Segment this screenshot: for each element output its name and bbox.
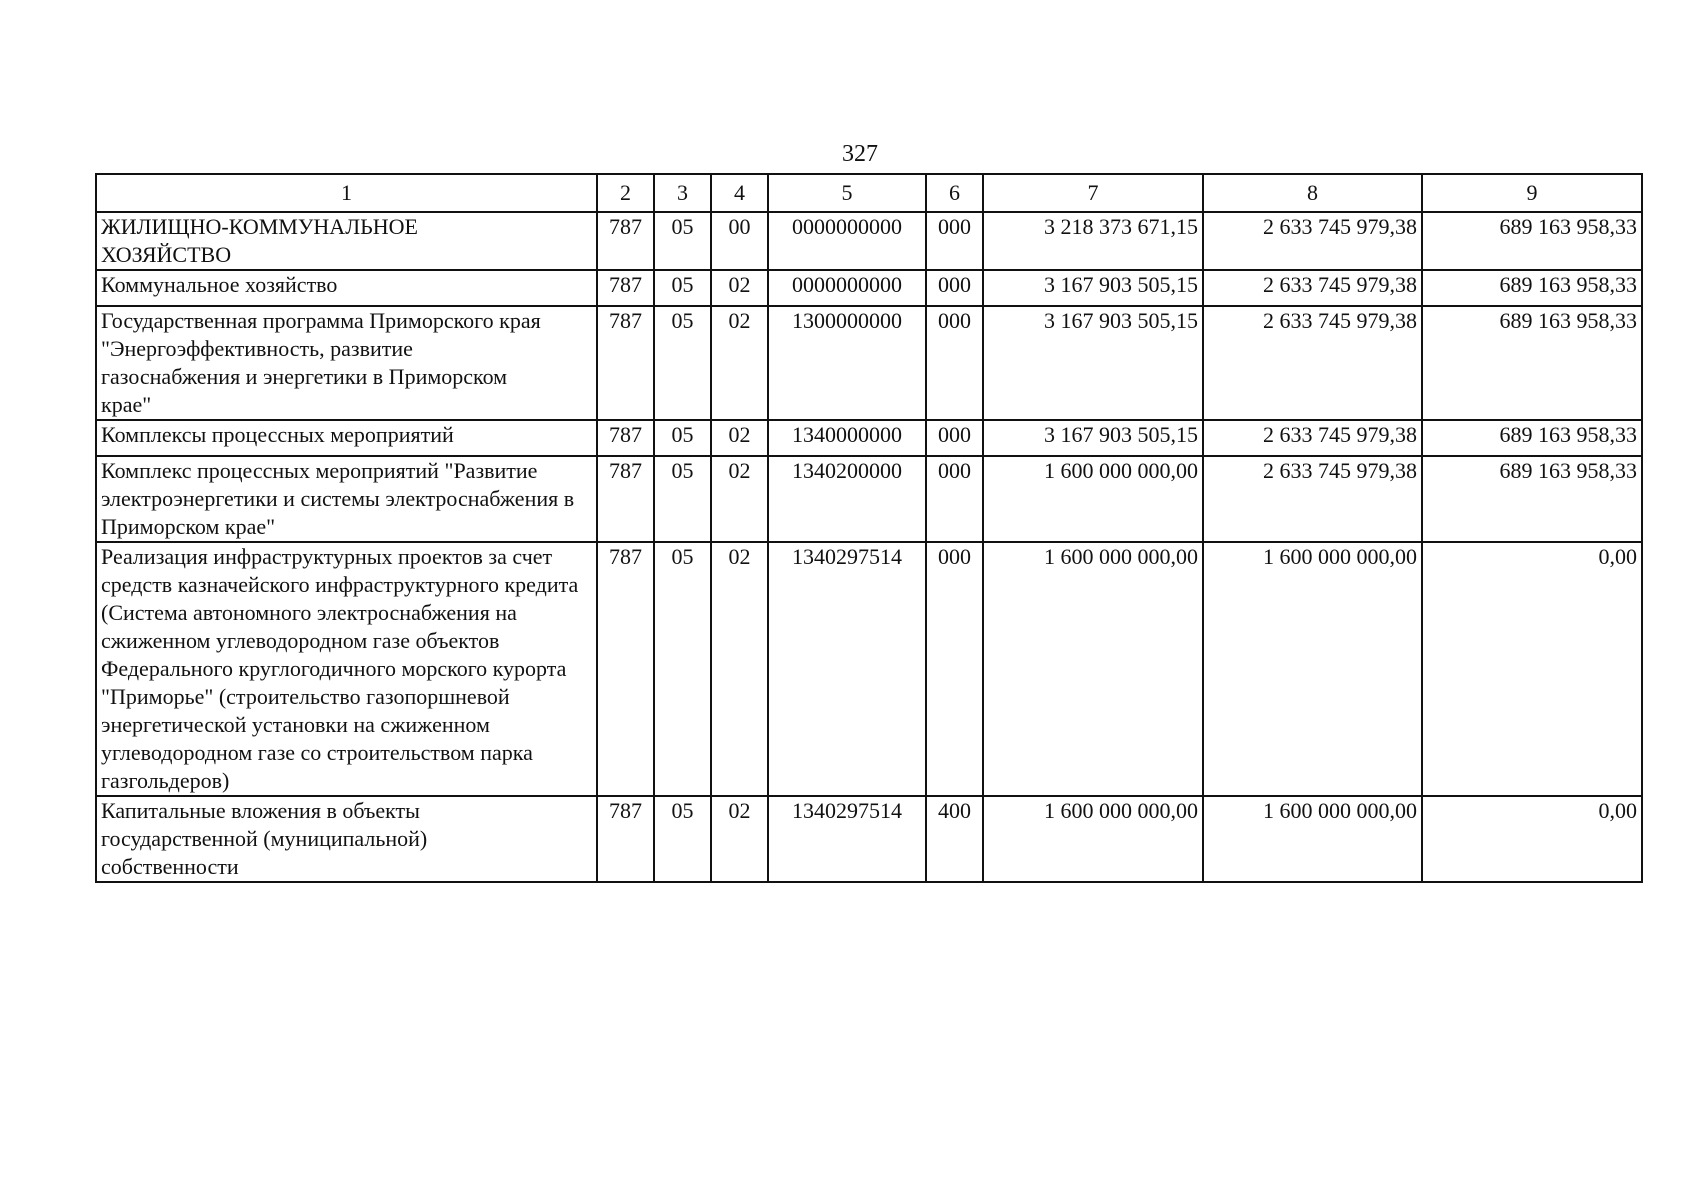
row-name: Коммунальное хозяйство: [96, 270, 597, 306]
budget-table: [95, 173, 1643, 883]
ved-code: 787: [597, 796, 654, 882]
target-article-code: 1340297514: [768, 542, 926, 796]
amount-col-7: 3 167 903 505,15: [983, 270, 1203, 306]
column-header: 2: [597, 174, 654, 212]
amount-col-8: 2 633 745 979,38: [1203, 456, 1422, 542]
amount-col-7: 3 167 903 505,15: [983, 420, 1203, 456]
table-row: [96, 270, 1642, 306]
column-header: 9: [1422, 174, 1642, 212]
expense-type-code: 000: [926, 306, 983, 420]
column-header: 5: [768, 174, 926, 212]
amount-col-7: 1 600 000 000,00: [983, 456, 1203, 542]
subsection-code: 02: [711, 420, 768, 456]
amount-col-9: 689 163 958,33: [1422, 270, 1642, 306]
section-code: 05: [654, 456, 711, 542]
ved-code: 787: [597, 212, 654, 270]
subsection-code: 02: [711, 796, 768, 882]
target-article-code: 1340200000: [768, 456, 926, 542]
row-name: ЖИЛИЩНО-КОММУНАЛЬНОЕ ХОЗЯЙСТВО: [96, 212, 597, 270]
column-header: 6: [926, 174, 983, 212]
amount-col-9: 689 163 958,33: [1422, 306, 1642, 420]
section-code: 05: [654, 542, 711, 796]
subsection-code: 02: [711, 456, 768, 542]
table-row: [96, 796, 1642, 882]
column-header: 8: [1203, 174, 1422, 212]
row-name: Комплекс процессных мероприятий "Развитие электроэнергетики и системы электроснабжения в Приморском крае": [96, 456, 597, 542]
amount-col-9: 0,00: [1422, 796, 1642, 882]
section-code: 05: [654, 270, 711, 306]
row-name: Комплексы процессных мероприятий: [96, 420, 597, 456]
table-row: [96, 456, 1642, 542]
header-row: [96, 174, 1642, 212]
table-row: [96, 306, 1642, 420]
expense-type-code: 400: [926, 796, 983, 882]
amount-col-9: 689 163 958,33: [1422, 420, 1642, 456]
amount-col-9: 689 163 958,33: [1422, 456, 1642, 542]
ved-code: 787: [597, 270, 654, 306]
ved-code: 787: [597, 420, 654, 456]
amount-col-8: 1 600 000 000,00: [1203, 796, 1422, 882]
amount-col-8: 1 600 000 000,00: [1203, 542, 1422, 796]
row-name: Государственная программа Приморского края "Энергоэффективность, развитие газоснабжения и энергетики в Приморском крае": [96, 306, 597, 420]
expense-type-code: 000: [926, 542, 983, 796]
column-header: 3: [654, 174, 711, 212]
table-row: [96, 542, 1642, 796]
ved-code: 787: [597, 306, 654, 420]
amount-col-9: 689 163 958,33: [1422, 212, 1642, 270]
section-code: 05: [654, 212, 711, 270]
section-code: 05: [654, 796, 711, 882]
table-row: [96, 420, 1642, 456]
expense-type-code: 000: [926, 456, 983, 542]
amount-col-9: 0,00: [1422, 542, 1642, 796]
ved-code: 787: [597, 542, 654, 796]
section-code: 05: [654, 420, 711, 456]
target-article-code: 1340297514: [768, 796, 926, 882]
target-article-code: 0000000000: [768, 212, 926, 270]
ved-code: 787: [597, 456, 654, 542]
column-header: 1: [96, 174, 597, 212]
column-header: 7: [983, 174, 1203, 212]
amount-col-7: 1 600 000 000,00: [983, 542, 1203, 796]
column-header: 4: [711, 174, 768, 212]
amount-col-8: 2 633 745 979,38: [1203, 270, 1422, 306]
amount-col-8: 2 633 745 979,38: [1203, 420, 1422, 456]
subsection-code: 02: [711, 270, 768, 306]
expense-type-code: 000: [926, 212, 983, 270]
subsection-code: 02: [711, 306, 768, 420]
amount-col-7: 3 218 373 671,15: [983, 212, 1203, 270]
row-name: Реализация инфраструктурных проектов за счет средств казначейского инфраструктурного кредита (Система автономного электроснабжения на сжиженном углеводородном газе объектов Федерального круглогодичного морского курорта "Приморье" (строительство газопоршневой энергетической установки на сжиженном углеводородном газе со строительством парка газгольдеров): [96, 542, 597, 796]
expense-type-code: 000: [926, 270, 983, 306]
subsection-code: 00: [711, 212, 768, 270]
amount-col-8: 2 633 745 979,38: [1203, 212, 1422, 270]
expense-type-code: 000: [926, 420, 983, 456]
target-article-code: 1340000000: [768, 420, 926, 456]
page-number: 327: [842, 141, 878, 167]
amount-col-7: 1 600 000 000,00: [983, 796, 1203, 882]
target-article-code: 0000000000: [768, 270, 926, 306]
section-code: 05: [654, 306, 711, 420]
amount-col-7: 3 167 903 505,15: [983, 306, 1203, 420]
target-article-code: 1300000000: [768, 306, 926, 420]
subsection-code: 02: [711, 542, 768, 796]
table-row: [96, 212, 1642, 270]
amount-col-8: 2 633 745 979,38: [1203, 306, 1422, 420]
row-name: Капитальные вложения в объекты государственной (муниципальной) собственности: [96, 796, 597, 882]
